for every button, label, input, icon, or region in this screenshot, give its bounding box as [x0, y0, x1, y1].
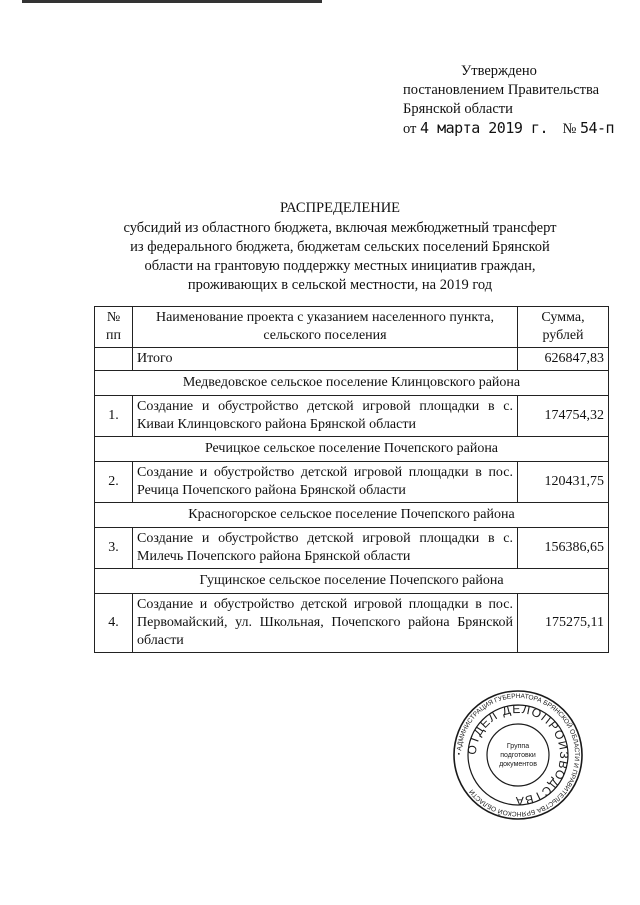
table-row — [95, 462, 609, 503]
section-title: Медведовское сельское поселение Клинцовского района — [95, 371, 609, 396]
approval-block — [403, 62, 614, 139]
section-row — [95, 503, 609, 528]
official-stamp — [452, 689, 584, 821]
section-row — [95, 371, 609, 396]
approval-date-line — [403, 119, 614, 139]
stamp-center-line-1: Группа — [506, 743, 530, 750]
date-value: 4 марта 2019 г. — [420, 119, 548, 137]
row-name: Создание и обустройство детской игровой площадки в пос. Первомайский, ул. Школьная, Почепского района Брянской области — [133, 594, 518, 653]
approval-line-1: Утверждено — [461, 63, 537, 79]
section-title: Красногорское сельское поселение Почепского района — [95, 503, 609, 528]
table-row — [95, 396, 609, 437]
total-num-cell — [95, 348, 133, 371]
total-sum: 626847,83 — [518, 348, 609, 371]
row-num: 3. — [95, 528, 133, 569]
stamp-ring-text: ОТДЕЛ ДЕЛОПРОИЗВОДСТВА — [464, 701, 572, 809]
total-label: Итого — [133, 348, 518, 371]
row-name: Создание и обустройство детской игровой площадки в с. Милечь Почепского района Брянской области — [133, 528, 518, 569]
table-row — [95, 594, 609, 653]
row-num: 1. — [95, 396, 133, 437]
title-heading: РАСПРЕДЕЛЕНИЕ — [279, 200, 401, 216]
stamp-center-line-2: подготовки — [500, 752, 536, 759]
approval-line-3: Брянской области — [403, 101, 513, 117]
row-name: Создание и обустройство детской игровой площадки в пос. Речица Почепского района Брянской области — [133, 462, 518, 503]
row-num: 2. — [95, 462, 133, 503]
title-line-1: субсидий из областного бюджета, включая межбюджетный трансферт — [123, 220, 557, 236]
total-row — [95, 348, 609, 371]
date-prefix: от — [403, 121, 417, 137]
table-row — [95, 528, 609, 569]
row-sum: 175275,11 — [518, 594, 609, 653]
header-name: Наименование проекта с указанием населенного пункта, сельского поселения — [133, 307, 518, 348]
title-line-3: области на грантовую поддержку местных инициатив граждан, — [144, 258, 536, 274]
row-name: Создание и обустройство детской игровой площадки в с. Киваи Клинцовского района Брянской области — [133, 396, 518, 437]
row-num: 4. — [95, 594, 133, 653]
number-sign: № — [562, 121, 577, 137]
number-value: 54-п — [579, 119, 615, 137]
stamp-outer-text: • АДМИНИСТРАЦИЯ ГУБЕРНАТОРА БРЯНСКОЙ ОБЛАСТИ И ПРАВИТЕЛЬСТВА БРЯНСКОЙ ОБЛАСТИ — [455, 692, 581, 818]
row-sum: 120431,75 — [518, 462, 609, 503]
section-title: Гущинское сельское поселение Почепского района — [95, 569, 609, 594]
row-sum: 156386,65 — [518, 528, 609, 569]
top-border-line — [22, 0, 322, 3]
distribution-table — [94, 306, 609, 653]
approval-line-2: постановлением Правительства — [403, 82, 600, 98]
header-sum: Сумма, рублей — [518, 307, 609, 348]
title-line-2: из федерального бюджета, бюджетам сельских поселений Брянской — [130, 239, 550, 255]
section-row — [95, 437, 609, 462]
title-line-4: проживающих в сельской местности, на 2019 год — [187, 277, 493, 293]
row-sum: 174754,32 — [518, 396, 609, 437]
stamp-center-line-3: документов — [499, 761, 537, 768]
table-header-row — [95, 307, 609, 348]
section-title: Речицкое сельское поселение Почепского района — [95, 437, 609, 462]
document-title — [120, 199, 560, 295]
section-row — [95, 569, 609, 594]
header-num: № пп — [95, 307, 133, 348]
